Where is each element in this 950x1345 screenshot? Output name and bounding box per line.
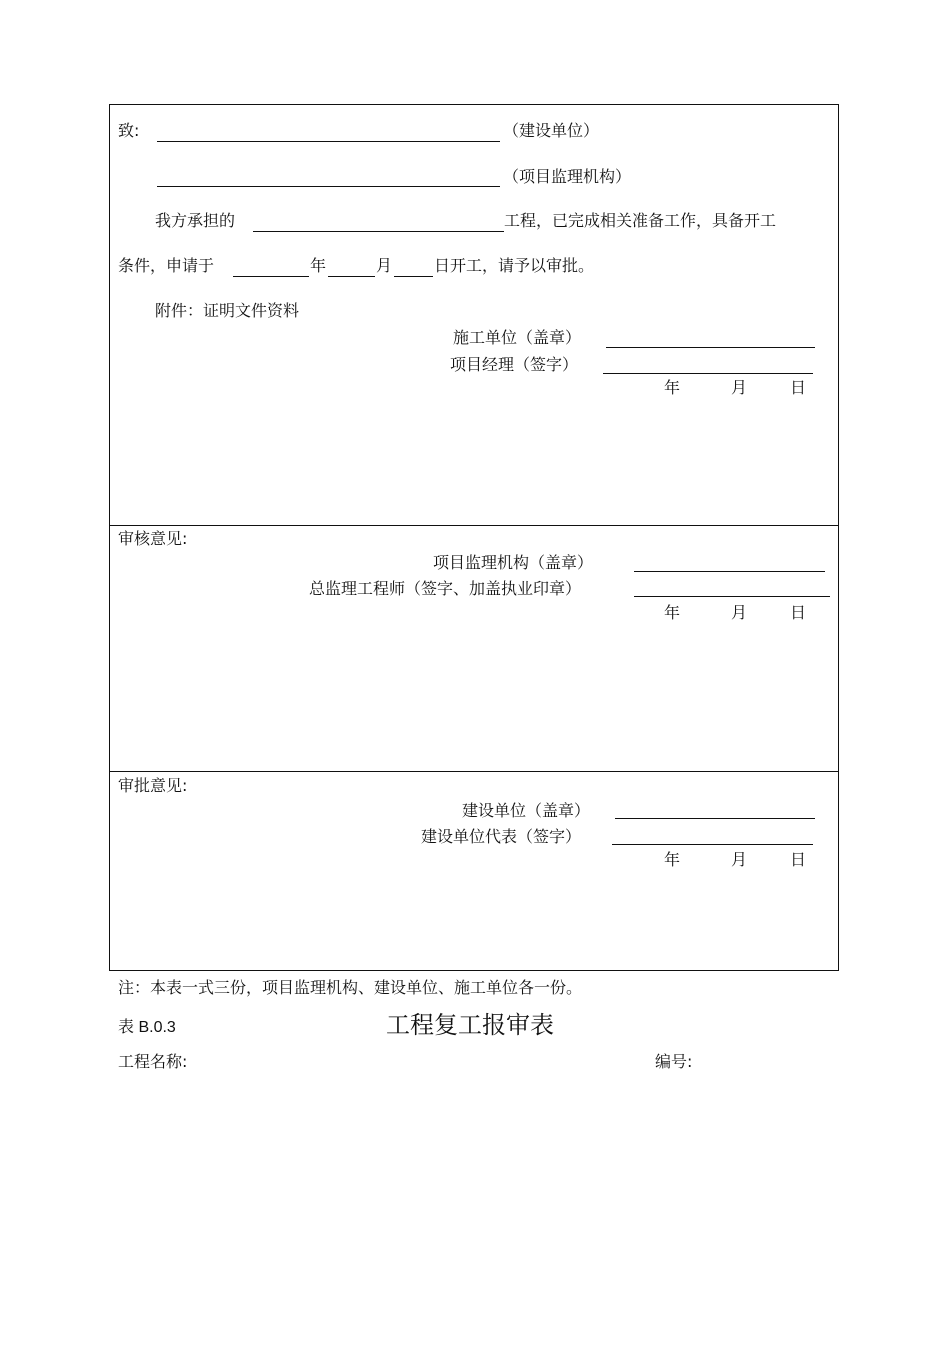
sign-supervision-org-label: 项目监理机构（盖章） bbox=[433, 553, 594, 572]
supervision-seal-blank[interactable] bbox=[634, 571, 825, 572]
start-day-blank[interactable] bbox=[394, 276, 433, 277]
date-month: 月 bbox=[731, 850, 748, 869]
date-month: 月 bbox=[731, 378, 748, 397]
sign-manager-label: 项目经理（签字） bbox=[450, 355, 579, 374]
body-prefix: 我方承担的 bbox=[155, 211, 236, 230]
attachment-label: 附件：证明文件资料 bbox=[155, 301, 300, 320]
date-month: 月 bbox=[731, 603, 748, 622]
manager-signature-blank[interactable] bbox=[603, 373, 813, 374]
form-title: 工程复工报审表 bbox=[386, 1011, 554, 1039]
owner-rep-signature-blank[interactable] bbox=[612, 844, 813, 845]
section-divider-1 bbox=[109, 525, 839, 526]
sign-owner-unit-label: 建设单位（盖章） bbox=[462, 801, 591, 820]
body-suffix: 工程，已完成相关准备工作，具备开工 bbox=[504, 211, 777, 230]
contractor-seal-blank[interactable] bbox=[606, 347, 815, 348]
supervision-org-blank[interactable] bbox=[157, 186, 500, 187]
to-suffix-supervision-org: （项目监理机构） bbox=[503, 167, 632, 186]
sign-chief-engineer-label: 总监理工程师（签字、加盖执业印章） bbox=[309, 579, 582, 598]
date-year: 年 bbox=[664, 378, 681, 397]
sign-contractor-label: 施工单位（盖章） bbox=[453, 328, 582, 347]
project-name-label: 工程名称: bbox=[118, 1052, 188, 1071]
day-start-text: 日开工，请予以审批。 bbox=[434, 256, 595, 275]
to-suffix-construction-unit: （建设单位） bbox=[503, 121, 600, 140]
line2-prefix: 条件，申请于 bbox=[118, 256, 215, 275]
chief-engineer-signature-blank[interactable] bbox=[634, 596, 830, 597]
start-month-blank[interactable] bbox=[328, 276, 375, 277]
date-year: 年 bbox=[664, 603, 681, 622]
date-day: 日 bbox=[790, 378, 807, 397]
section-divider-2 bbox=[109, 771, 839, 772]
month-label: 月 bbox=[376, 256, 393, 275]
review-heading: 审核意见: bbox=[118, 529, 188, 548]
copies-note: 注：本表一式三份，项目监理机构、建设单位、施工单位各一份。 bbox=[118, 978, 583, 997]
date-year: 年 bbox=[664, 850, 681, 869]
to-label: 致: bbox=[118, 121, 140, 140]
construction-unit-blank[interactable] bbox=[157, 141, 500, 142]
date-day: 日 bbox=[790, 603, 807, 622]
sign-owner-rep-label: 建设单位代表（签字） bbox=[421, 827, 582, 846]
date-day: 日 bbox=[790, 850, 807, 869]
start-year-blank[interactable] bbox=[233, 276, 309, 277]
year-label: 年 bbox=[310, 256, 327, 275]
owner-seal-blank[interactable] bbox=[615, 818, 815, 819]
approval-heading: 审批意见: bbox=[118, 776, 188, 795]
number-label: 编号: bbox=[655, 1052, 693, 1071]
form-code: 表 B.0.3 bbox=[118, 1019, 176, 1036]
project-name-blank[interactable] bbox=[253, 231, 504, 232]
